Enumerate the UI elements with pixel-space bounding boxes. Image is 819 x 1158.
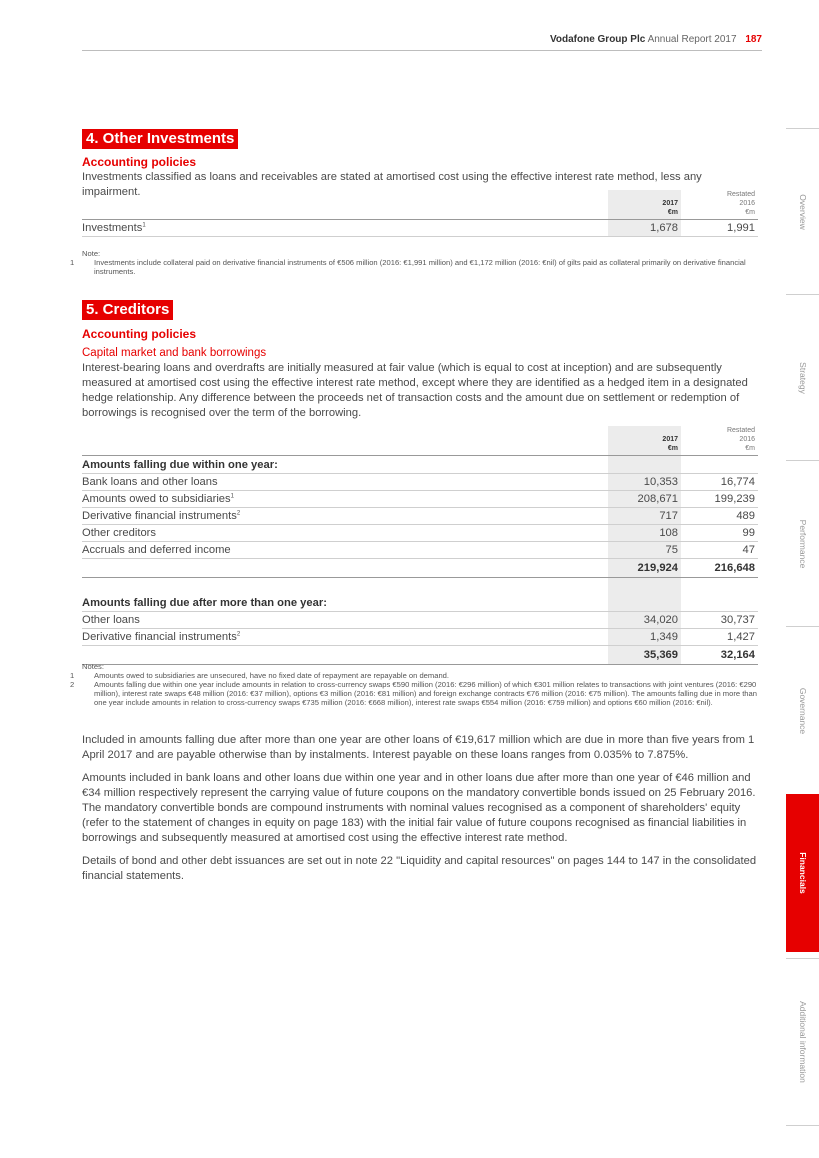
group-heading-row: [82, 456, 758, 474]
value-2016: 199,239: [685, 491, 758, 508]
value-2017: 75: [608, 542, 681, 559]
side-tab-governance[interactable]: Governance: [786, 626, 819, 795]
col-2016-header: Restated 2016 €m: [726, 191, 755, 216]
table-row: [82, 525, 758, 542]
table-header-row: [82, 190, 758, 220]
accounting-policies-heading: Accounting policies: [82, 327, 197, 341]
paragraph-coupons: Amounts included in bank loans and other loans due within one year and in other loans due after more than one year of €46 million and €34 million respectively represent the carrying value of future coupons on the mandatory convertible bonds issued on 25 February 2016. The mandatory convertible bonds are compound instruments with nominal values recognised as a component of shareholders' equity (refer to the statement of changes in equity on page 183) with the initial fair value of future coupons recognised as financial liabilities in borrowings and subsequently measured at amortised cost using the effective interest rate method.: [82, 772, 756, 844]
total-2016: 216,648: [685, 559, 758, 578]
value-2016: 99: [685, 525, 758, 542]
accounting-policies-heading: Accounting policies: [82, 155, 197, 169]
table-row: Investments$^1$ 1,678 1,991: [82, 220, 758, 237]
section-title-other-investments: 4. Other Investments: [82, 129, 238, 149]
table-header-row: [82, 426, 758, 456]
investments-note: [70, 249, 758, 276]
note-item: 1 Investments include collateral paid on derivative financial instruments of €506 million (2016: €1,991 million) and €1,172 million (2016: €nil) of gilts paid as collateral primarily on derivative financial instruments.: [70, 258, 746, 276]
side-tab-performance[interactable]: Performance: [786, 460, 819, 627]
value-2016: 30,737: [685, 612, 758, 629]
value-2016: 1,427: [685, 629, 758, 646]
row-label: Bank loans and other loans: [82, 476, 218, 488]
investments-table: [82, 190, 758, 237]
row-label: Other creditors: [82, 527, 156, 539]
value-2017: 1,678: [608, 220, 681, 237]
value-2017: 1,349: [608, 629, 681, 646]
value-2017: 34,020: [608, 612, 681, 629]
row-label: Derivative financial instruments: [82, 510, 237, 522]
investments-policy-text: Investments classified as loans and receivables are stated at amortised cost using the effective interest rate method, less any impairment.: [82, 171, 702, 198]
page-header: [82, 30, 762, 51]
side-tab-financials[interactable]: Financials: [786, 794, 819, 952]
table-row: [82, 612, 758, 629]
side-tab-additional-information[interactable]: Additional information: [786, 958, 819, 1126]
total-2016: 32,164: [685, 646, 758, 665]
row-label: Other loans: [82, 614, 140, 626]
table-row: Amounts owed to subsidiaries$^1$ 208,671 199,239: [82, 491, 758, 508]
group-heading-row: [82, 594, 758, 612]
col-2016-header: Restated 2016 €m: [726, 427, 755, 452]
value-2016: 489: [685, 508, 758, 525]
col-2017-header: 2017 €m: [608, 426, 681, 456]
section-title-creditors: 5. Creditors: [82, 300, 173, 320]
table-row: Derivative financial instruments$^2$ 1,349 1,427: [82, 629, 758, 646]
table-row: [82, 474, 758, 491]
side-tab-strategy[interactable]: Strategy: [786, 294, 819, 461]
borrowings-policy-text: Interest-bearing loans and overdrafts are initially measured at fair value (which is equal to cost at inception) and are subsequently measured at amortised cost using the effective interest rate method, except where they are identified as a hedged item in a designated hedge relationship. Any difference between the proceeds net of transaction costs and the amount due on settlement or redemption of borrowings is recognised over the term of the borrowing.: [82, 362, 748, 419]
page-number: 187: [745, 34, 762, 45]
value-2016: 1,991: [685, 220, 758, 237]
row-label: Investments: [82, 222, 143, 234]
notes-heading: Notes:: [82, 662, 104, 671]
value-2017: 108: [608, 525, 681, 542]
company-name: Vodafone Group Plc: [549, 34, 646, 45]
value-2016: 47: [685, 542, 758, 559]
row-label: Derivative financial instruments: [82, 631, 237, 643]
value-2017: 10,353: [608, 474, 681, 491]
note-heading: Note:: [82, 249, 101, 258]
note-item: 1 Amounts owed to subsidiaries are unsecured, have no fixed date of repayment are repayable on demand.: [70, 671, 450, 680]
value-2016: 16,774: [685, 474, 758, 491]
creditors-notes: [70, 662, 758, 707]
table-row: [82, 542, 758, 559]
note-item: 2 Amounts falling due within one year include amounts in relation to cross-currency swaps €590 million (2016: €296 million) of which €301 million relates to transactions with joint ventures (2016: €290 million), interest rate swaps €48 million (2016: €37 million), options €3 million (2016: €81 million) and foreign exchange contracts €76 million (2016: €75 million). The amounts falling due in more than one year include amounts in relation to cross-currency swaps €735 million (2016: €668 million), interest rate swaps €554 million (2016: €759 million) and options €60 million (2016: €nil).: [70, 680, 757, 707]
group-heading: Amounts falling due within one year:: [82, 456, 608, 474]
total-2017: 219,924: [608, 559, 681, 578]
col-2017-header: 2017 €m: [608, 190, 681, 220]
capital-market-heading: Capital market and bank borrowings: [82, 347, 267, 359]
value-2017: 717: [608, 508, 681, 525]
total-2017: 35,369: [608, 646, 681, 665]
value-2017: 208,671: [608, 491, 681, 508]
side-tab-overview[interactable]: Overview: [786, 128, 819, 295]
paragraph-debt-issuances: Details of bond and other debt issuances are set out in note 22 "Liquidity and capital resources" on pages 144 to 147 in the consolidated financial statements.: [82, 855, 757, 882]
row-label: Amounts owed to subsidiaries: [82, 493, 231, 505]
group-heading: Amounts falling due after more than one year:: [82, 594, 608, 612]
report-name: Annual Report 2017: [647, 34, 737, 45]
paragraph-other-loans: Included in amounts falling due after more than one year are other loans of €19,617 million which are due in more than five years from 1 April 2017 and are payable otherwise than by instalments. Interest payable on these loans ranges from 0.035% to 7.875%.: [82, 734, 755, 761]
row-label: Accruals and deferred income: [82, 544, 231, 556]
table-row: Derivative financial instruments$^2$ 717 489: [82, 508, 758, 525]
creditors-table: [82, 426, 758, 665]
total-row: [82, 559, 758, 578]
